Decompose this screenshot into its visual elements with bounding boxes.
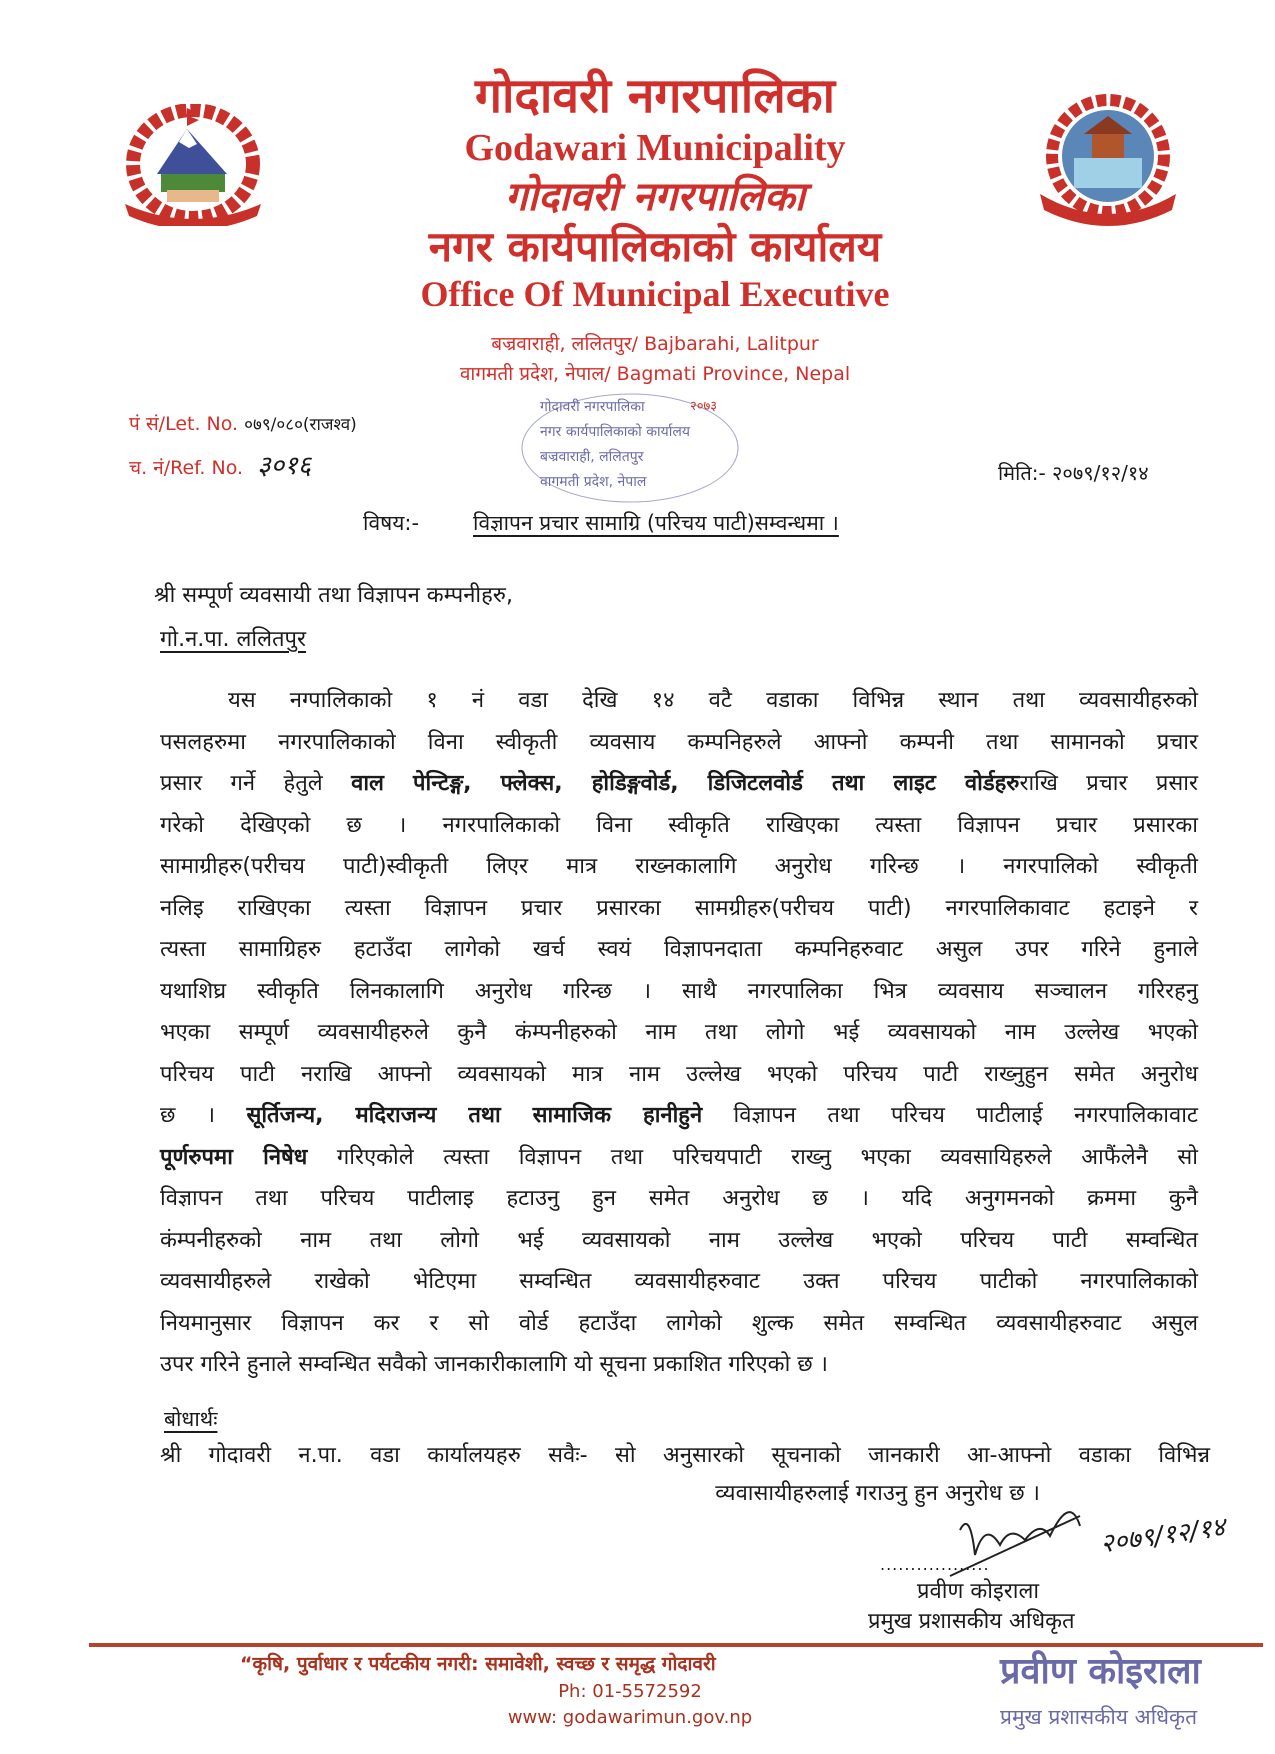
seal-line-3: बज्रवाराही, ललितपुर [540, 449, 644, 465]
body-text: छ । [160, 1103, 247, 1128]
body-text: उपर गरिने हुनाले सम्वन्धित सवैको जानकारीकालागि यो सूचना प्रकाशित गरिएको छ । [160, 1352, 829, 1377]
body-text: त्यस्ता सामाग्रिहरु हटाउँदा लागेको खर्च स्वयं विज्ञापनदाता कम्पनिहरुवाट असुल उपर गरिने हुनाले [160, 937, 1198, 962]
recipient-line1: श्री सम्पूर्ण व्यवसायी तथा विज्ञापन कम्पनीहरु, [154, 583, 513, 608]
header-address-line2: वागमती प्रदेश, नेपाल/ Bagmati Province, Nepal [459, 363, 851, 385]
subject-label: विषय:- [363, 511, 420, 535]
body-text: पसलहरुमा नगरपालिकाको विना स्वीकृती व्यवसाय कम्पनिहरुले आफ्नो कम्पनी तथा सामानको प्रचार [160, 729, 1198, 755]
ref-value: ३०१६ [257, 451, 312, 481]
body-line [160, 728, 1198, 758]
body-text: राखि प्रचार प्रसार [1019, 771, 1198, 796]
body-line [160, 1143, 1198, 1173]
body-line [160, 769, 1198, 799]
body-text: कंम्पनीहरुको नाम तथा लोगो भई व्यवसायको नाम उल्लेख भएको परिचय पाटी सम्वन्धित [160, 1227, 1198, 1253]
nepal-emblem-logo [117, 104, 269, 226]
header-title-en: Godawari Municipality [464, 127, 846, 169]
header-title-np: गोदावरी नगरपालिका [474, 68, 836, 124]
date: मिति:- २०७९/१२/१४ [998, 461, 1149, 485]
seal-number: २०७३ [690, 399, 718, 414]
header-title-np-stylized: गोदावरी नगरपालिका [504, 174, 806, 220]
signature-date: २०७९/१२/१४ [1098, 1512, 1228, 1560]
body-line [160, 811, 1198, 841]
seal-line-2: नगर कार्यपालिकाको कार्यालय [540, 424, 690, 440]
letter-number [129, 414, 357, 435]
recipient-line2: गो.न.पा. ललितपुर [160, 627, 307, 652]
body-line [228, 686, 1198, 716]
let-label: पं सं/Let. No. [129, 413, 239, 435]
body-line [160, 1018, 1198, 1048]
body-line [160, 894, 1198, 924]
body-line [160, 1350, 1198, 1380]
cc-line1: श्री गोदावरी न.पा. वडा कार्यालयहरु सवैः- सो अनुसारको सूचनाको जानकारी आ-आफ्नो वडाका विभिन्न [160, 1443, 1210, 1468]
cc-line2: व्यवासायीहरुलाई गराउनु हुन अनुरोध छ । [715, 1481, 1040, 1506]
body-text: व्यवसायीहरुले राखेको भेटिएमा सम्वन्धित व्यवसायीहरुवाट उक्त परिचय पाटीको नगरपालिकाको [160, 1269, 1198, 1294]
footer-phone: Ph: 01-5572592 [558, 1681, 702, 1702]
body-text: नलिइ राखिएका त्यस्ता विज्ञापन प्रचार प्रसारका सामग्रीहरु(परीचय पाटी) नगरपालिकावाट हटाइने र [160, 895, 1198, 921]
body-text: विज्ञापन तथा परिचय पाटीलाई नगरपालिकावाट [702, 1103, 1199, 1128]
cc-label: बोधार्थः [164, 1407, 218, 1431]
header-office-np: नगर कार्यपालिकाको कार्यालय [428, 222, 882, 271]
body-text: परिचय पाटी नराखि आफ्नो व्यवसायको मात्र नाम उल्लेख भएको परिचय पाटी राख्नुहुन समेत अनुरोध [160, 1061, 1198, 1087]
body-text: प्रसार गर्ने हेतुले [160, 771, 352, 796]
seal-line-4: वागमती प्रदेश, नेपाल [540, 474, 647, 490]
body-line [160, 1060, 1198, 1090]
signatory-designation: प्रमुख प्रशासकीय अधिकृत [868, 1609, 1075, 1634]
office-seal-stamp [520, 392, 760, 504]
header-address-line1: बज्रवाराही, ललितपुर/ Bajbarahi, Lalitpur [491, 333, 819, 355]
body-text: नियमानुसार विज्ञापन कर र सो वोर्ड हटाउँदा लागेको शुल्क समेत सम्वन्धित व्यवसायीहरुवाट असुल [160, 1310, 1198, 1336]
body-line [160, 852, 1198, 882]
body-line [160, 935, 1198, 965]
body-text: गरिएकोले त्यस्ता विज्ञापन तथा परिचयपाटी राख्नु भएका व्यवसायिहरुले आफैंलेनै सो [307, 1144, 1198, 1170]
footer-divider [89, 1643, 1263, 1647]
body-line [160, 1184, 1198, 1214]
body-text: यथाशिघ्र स्वीकृति लिनकालागि अनुरोध गरिन्छ । साथै नगरपालिका भित्र व्यवसाय सञ्चालन गरिरहनु [160, 978, 1198, 1004]
body-text: विज्ञापन तथा परिचय पाटीलाइ हटाउनु हुन समेत अनुरोध छ । यदि अनुगमनको क्रममा कुनै [160, 1186, 1198, 1211]
header-office-en: Office Of Municipal Executive [420, 274, 890, 314]
ref-label: च. नं/Ref. No. [129, 457, 244, 479]
footer-website[interactable]: www: godawarimun.gov.np [507, 1707, 753, 1728]
body-text: भएका सम्पूर्ण व्यवसायीहरुले कुनै कंम्पनीहरुको नाम तथा लोगो भई व्यवसायको नाम उल्लेख भएको [160, 1020, 1198, 1045]
seal-line-1: गोदावरी नगरपालिका [540, 399, 645, 415]
subject: विज्ञापन प्रचार सामाग्रि (परिचय पाटी)सम्वन्धमा । [473, 511, 839, 535]
godawari-municipality-logo [1034, 94, 1182, 226]
signatory-name: प्रवीण कोइराला [917, 1579, 1040, 1604]
name-stamp: प्रवीण कोइराला [1000, 1651, 1201, 1692]
body-bold-text: सूर्तिजन्य, मदिराजन्य तथा सामाजिक हानीहुने [246, 1103, 703, 1128]
body-line [160, 1309, 1198, 1339]
footer-tagline: “कृषि, पुर्वाधार र पर्यटकीय नगरी: समावेशी, स्वच्छ र समृद्ध गोदावरी [240, 1653, 716, 1675]
body-line [160, 1101, 1198, 1131]
body-line [160, 977, 1198, 1007]
body-line [160, 1267, 1198, 1297]
designation-stamp: प्रमुख प्रशासकीय अधिकृत [1000, 1705, 1198, 1729]
body-text: गरेको देखिएको छ । नगरपालिकाको विना स्वीकृति राखिएका त्यस्ता विज्ञापन प्रचार प्रसारका [160, 812, 1198, 838]
reference-number [129, 452, 311, 481]
let-value: ०७९/०८०(राजश्व) [244, 415, 357, 435]
body-bold-text: वाल पेन्टिङ्ग, फ्लेक्स, होडिङ्गवोर्ड, डिजिटलवोर्ड तथा लाइट वोर्डहरु [351, 771, 1020, 796]
body-text: यस नग्पालिकाको १ नं वडा देखि १४ वटै वडाका विभिन्न स्थान तथा व्यवसायीहरुको [228, 688, 1198, 713]
body-bold-text: पूर्णरुपमा निषेध [160, 1144, 308, 1170]
body-text: सामाग्रीहरु(परीचय पाटी)स्वीकृती लिएर मात्र राख्नकालागि अनुरोध गरिन्छ । नगरपालिको स्वीकृती [160, 854, 1198, 879]
signature-dots: .................. [880, 1555, 990, 1574]
body-line [160, 1226, 1198, 1256]
